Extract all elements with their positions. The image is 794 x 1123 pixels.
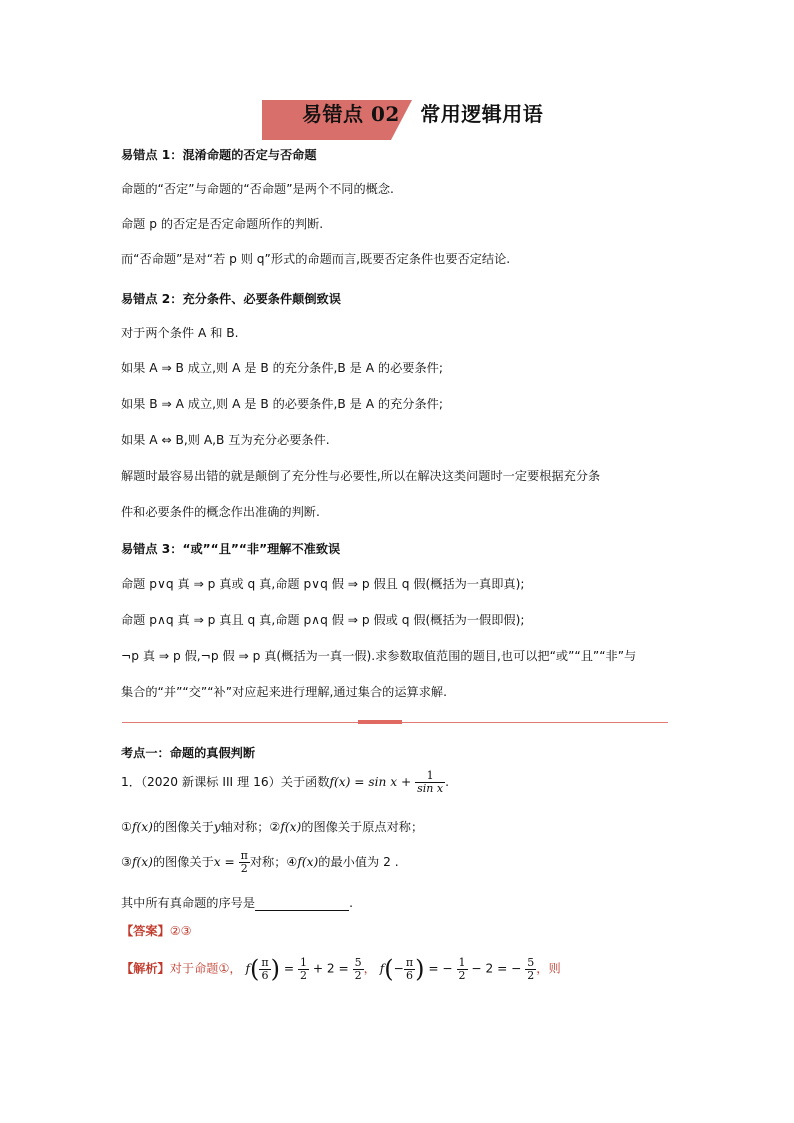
statements-line-2: ③f(x)的图像关于x = $\frac{\pi}{2}$ 对称；④f(x)的最小值为 2 . bbox=[121, 849, 399, 875]
title-banner bbox=[262, 96, 562, 138]
section3-line: 集合的“并”“交”“补”对应起来进行理解,通过集合的运算求解. bbox=[121, 685, 447, 699]
section2-line: 对于两个条件 A 和 B. bbox=[121, 326, 239, 340]
section1-line: 而“否命题”是对“若 p 则 q”形式的命题而言,既要否定条件也要否定结论. bbox=[121, 252, 511, 266]
question-1-prefix: 1．（2020 新课标 III 理 16）关于函数 bbox=[121, 775, 330, 789]
section3-line: 命题 p∨q 真 ⇒ p 真或 q 真,命题 p∨q 假 ⇒ p 假且 q 假(概括为一真即真); bbox=[121, 577, 525, 591]
section2-heading: 易错点 2：充分条件、必要条件颠倒致误 bbox=[121, 292, 341, 306]
section3-heading: 易错点 3：“或”“且”“非”理解不准致误 bbox=[121, 542, 341, 556]
page-title: 易错点 02 常用逻辑用语 bbox=[302, 102, 544, 126]
question-prompt: 其中所有真命题的序号是 . bbox=[121, 896, 353, 910]
section1-heading: 易错点 1：混淆命题的否定与否命题 bbox=[121, 148, 317, 162]
section1-line: 命题的“否定”与命题的“否命题”是两个不同的概念. bbox=[121, 182, 394, 196]
function-definition: f(x) = sin x + bbox=[329, 775, 412, 789]
analysis-label: 【解析】 bbox=[121, 961, 170, 976]
exam-heading: 考点一：命题的真假判断 bbox=[121, 746, 256, 760]
answer-line bbox=[121, 922, 192, 939]
fraction-1-over-sinx: $\frac{1}{\text{sin x}}$ bbox=[417, 769, 444, 795]
question-1-stem: 1．（2020 新课标 III 理 16）关于函数f(x) = sin x + $\frac{1}{\text{sin x}}$ . bbox=[121, 769, 449, 795]
divider-accent bbox=[358, 720, 402, 724]
section2-line: 件和必要条件的概念作出准确的判断. bbox=[121, 505, 320, 519]
section2-line: 如果 A ⇒ B 成立,则 A 是 B 的充分条件,B 是 A 的必要条件; bbox=[121, 361, 443, 375]
section2-line: 解题时最容易出错的就是颠倒了充分性与必要性,所以在解决这类问题时一定要根据充分条 bbox=[121, 469, 601, 483]
statements-line-1: ①f(x)的图像关于y轴对称；②f(x)的图像关于原点对称； bbox=[121, 820, 424, 834]
answer-blank bbox=[255, 898, 349, 911]
section3-line: 命题 p∧q 真 ⇒ p 真且 q 真,命题 p∧q 假 ⇒ p 假或 q 假(概括为一假即假); bbox=[121, 613, 525, 627]
section2-line: 如果 A ⇔ B,则 A,B 互为充分必要条件. bbox=[121, 433, 330, 447]
analysis-line: 【解析】对于命题①， f( $\frac{\pi}{6}$ ) = $\frac{1}{2}$ + 2 = $\frac{5}{2}$ ， f(− $\frac{\pi}{6}$ ) = − $\frac{1}{2}$ − 2 = − $\frac{5}{2}$ ，则 bbox=[121, 955, 561, 983]
section2-line: 如果 B ⇒ A 成立,则 A 是 B 的必要条件,B 是 A 的充分条件; bbox=[121, 397, 443, 411]
fraction-pi-over-2: $\frac{\pi}{2}$ bbox=[240, 849, 248, 875]
section3-line: ¬p 真 ⇒ p 假,¬p 假 ⇒ p 真(概括为一真一假).求参数取值范围的题目,也可以把“或”“且”“非”与 bbox=[121, 649, 637, 663]
answer-value: ②③ bbox=[169, 924, 192, 938]
answer-label: 【答案】 bbox=[121, 924, 170, 938]
section1-line: 命题 p 的否定是否定命题所作的判断. bbox=[121, 217, 324, 231]
